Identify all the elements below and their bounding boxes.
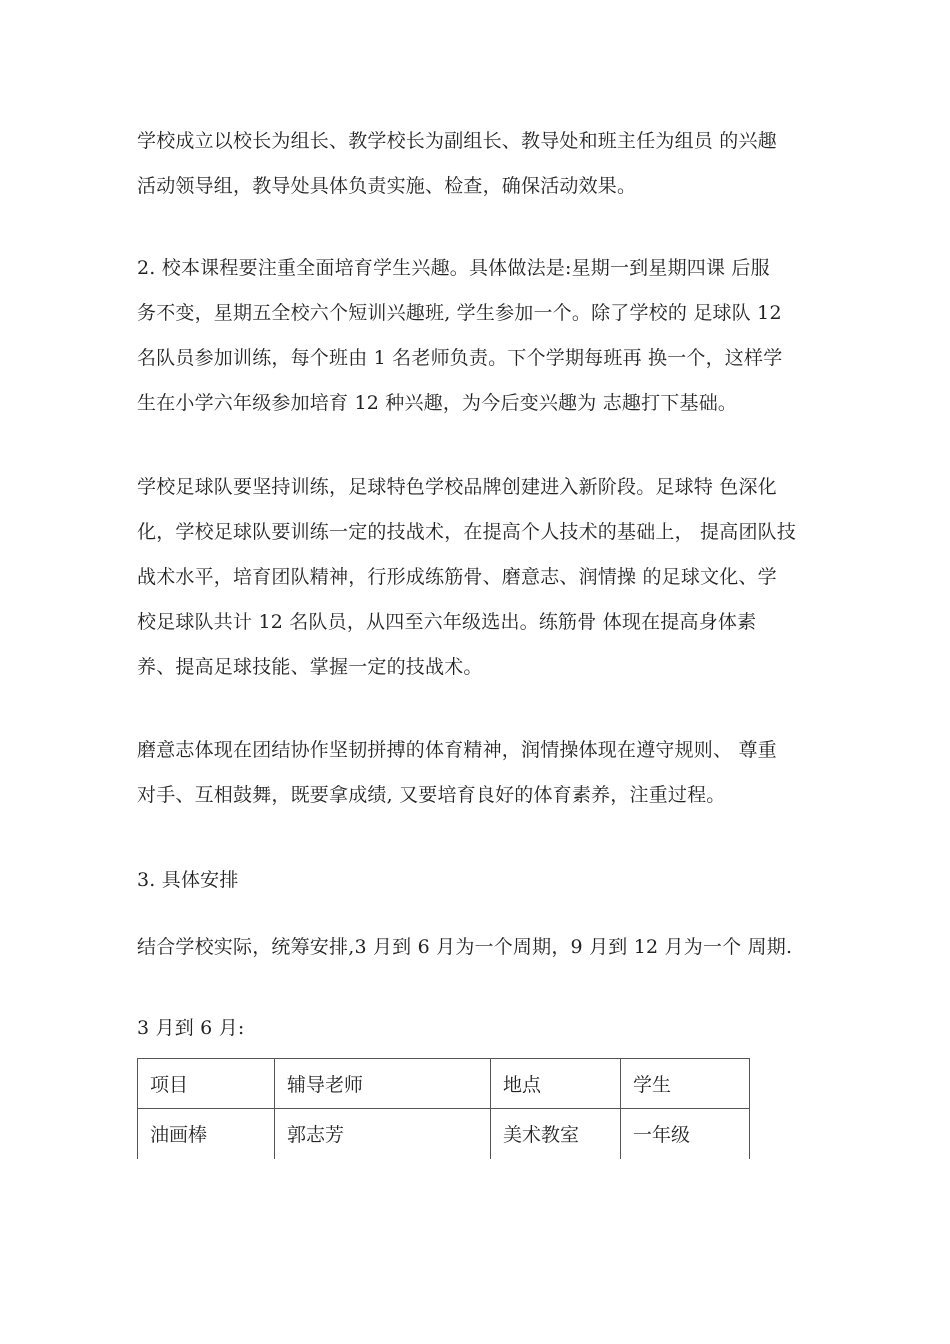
text-line: 务不变，星期五全校六个短训兴趣班, 学生参加一个。除了学校的 足球队 12 [137, 302, 782, 324]
table-header-cell: 地点 [491, 1059, 621, 1109]
table-header-cell: 学生 [621, 1059, 750, 1109]
section-heading-arrangement [137, 858, 837, 903]
table-cell: 美术教室 [491, 1109, 621, 1159]
paragraph-football-team [137, 465, 837, 690]
text-line: 校足球队共计 12 名队员，从四至六年级选出。练筋骨 体现在提高身体素 [137, 611, 757, 633]
table-cell: 油画棒 [138, 1109, 275, 1159]
text-line: 3. 具体安排 [137, 869, 239, 891]
paragraph-sports-spirit [137, 728, 837, 818]
table-cell: 郭志芳 [275, 1109, 491, 1159]
text-line: 结合学校实际，统筹安排,3 月到 6 月为一个周期，9 月到 12 月为一个 周期. [137, 936, 793, 958]
table-header-row [138, 1059, 750, 1109]
text-line: 2. 校本课程要注重全面培育学生兴趣。具体做法是:星期一到星期四课 后服 [137, 257, 770, 279]
table-cell: 一年级 [621, 1109, 750, 1159]
paragraph-schedule-cycles [137, 925, 837, 970]
table-row [138, 1109, 750, 1159]
table-header-cell: 辅导老师 [275, 1059, 491, 1109]
text-line: 名队员参加训练，每个班由 1 名老师负责。下个学期每班再 换一个，这样学 [137, 347, 783, 369]
text-line: 活动领导组，教导处具体负责实施、检查，确保活动效果。 [137, 175, 637, 197]
paragraph-school-curriculum [137, 246, 837, 426]
text-line: 磨意志体现在团结协作坚韧拼搏的体育精神，润情操体现在遵守规则、 尊重 [137, 739, 777, 761]
text-line: 化，学校足球队要训练一定的技战术，在提高个人技术的基础上， 提高团队技 [137, 521, 797, 543]
paragraph-leadership-group [137, 119, 837, 209]
activity-schedule-table [137, 1058, 750, 1159]
text-line: 生在小学六年级参加培育 12 种兴趣，为今后变兴趣为 志趣打下基础。 [137, 392, 738, 414]
text-line: 对手、互相鼓舞，既要拿成绩, 又要培育良好的体育素养，注重过程。 [137, 784, 726, 806]
table-header-cell: 项目 [138, 1059, 275, 1109]
paragraph-period-label [137, 1006, 837, 1051]
text-line: 战术水平，培育团队精神，行形成练筋骨、磨意志、润情操 的足球文化、学 [137, 566, 777, 588]
text-line: 学校足球队要坚持训练，足球特色学校品牌创建进入新阶段。足球特 色深化 [137, 476, 777, 498]
text-line: 学校成立以校长为组长、教学校长为副组长、教导处和班主任为组员 的兴趣 [137, 130, 777, 152]
text-line: 3 月到 6 月: [137, 1017, 245, 1039]
text-line: 养、提高足球技能、掌握一定的技战术。 [137, 656, 483, 678]
